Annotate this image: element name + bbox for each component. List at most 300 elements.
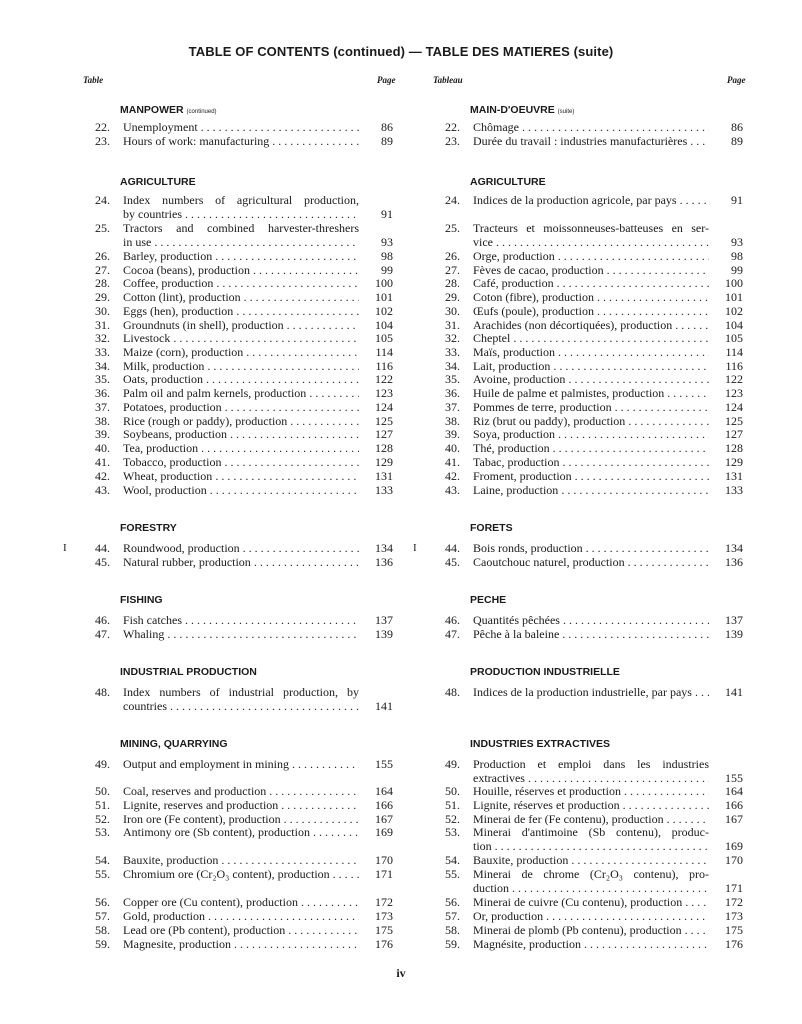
entry-title — [473, 799, 709, 813]
entry-title-line: Durée du travail : industries manufacturières . . . — [473, 135, 709, 149]
left-toc-entry-28[interactable] — [83, 277, 393, 291]
left-toc-entry-38[interactable] — [83, 415, 393, 429]
left-toc-entry-54[interactable] — [83, 854, 393, 868]
entry-number-text: 22. — [445, 120, 460, 134]
left-section-heading-mining-quarrying — [120, 738, 228, 750]
left-toc-entry-55[interactable] — [83, 868, 393, 882]
right-toc-entry-49[interactable] — [433, 758, 743, 786]
entry-number — [433, 799, 460, 813]
left-toc-entry-53[interactable] — [83, 826, 393, 840]
entry-number-text: 28. — [445, 276, 460, 290]
entry-title — [123, 121, 359, 135]
entry-page-number: 133 — [375, 483, 393, 497]
entry-page-number: 89 — [731, 134, 743, 148]
right-page-column-header: Page — [727, 75, 746, 85]
right-toc-entry-32[interactable] — [433, 332, 743, 346]
entry-page-number: 122 — [375, 372, 393, 386]
entry-title — [123, 264, 359, 278]
left-toc-entry-50[interactable] — [83, 785, 393, 799]
entry-page-number: 137 — [375, 613, 393, 627]
left-toc-entry-45[interactable] — [83, 556, 393, 570]
entry-page-number: 127 — [725, 427, 743, 441]
entry-number-text: 25. — [95, 221, 110, 235]
entry-page-number: 100 — [375, 276, 393, 290]
entry-number-text: 22. — [95, 120, 110, 134]
entry-title-line: Huile de palme et palmistes, production . . . — [473, 387, 709, 401]
entry-number-text: 26. — [95, 249, 110, 263]
right-toc-entry-42[interactable] — [433, 470, 743, 484]
entry-number-text: 58. — [95, 923, 110, 937]
entry-number-text: 57. — [445, 909, 460, 923]
entry-title — [123, 614, 359, 628]
entry-number — [83, 686, 110, 700]
entry-number — [83, 428, 110, 442]
entry-page-number: 173 — [725, 909, 743, 923]
entry-number — [433, 854, 460, 868]
right-toc-entry-57[interactable] — [433, 910, 743, 924]
entry-number — [433, 332, 460, 346]
left-toc-entry-40[interactable] — [83, 442, 393, 456]
entry-number-text: 35. — [95, 372, 110, 386]
entry-number — [433, 291, 460, 305]
entry-title-line: Groundnuts (in shell), production . . . — [123, 319, 359, 333]
entry-number — [433, 484, 460, 498]
right-toc-entry-56[interactable] — [433, 896, 743, 910]
right-toc-entry-34[interactable] — [433, 360, 743, 374]
right-toc-entry-59[interactable] — [433, 938, 743, 952]
entry-page-number: 134 — [375, 541, 393, 555]
entry-title-line: Tea, production . . . — [123, 442, 359, 456]
entry-number-text: 29. — [95, 290, 110, 304]
entry-title-line: Avoine, production . . . — [473, 373, 709, 387]
entry-page-number: 100 — [725, 276, 743, 290]
entry-number-text: 39. — [445, 427, 460, 441]
entry-number-text: 55. — [445, 867, 460, 881]
entry-number — [83, 470, 110, 484]
left-toc-entry-49[interactable] — [83, 758, 393, 772]
entry-number — [433, 614, 460, 628]
right-toc-entry-36[interactable] — [433, 387, 743, 401]
entry-number-text: 40. — [445, 441, 460, 455]
entry-page-number: 91 — [731, 193, 743, 207]
entry-title — [123, 373, 359, 387]
entry-title-line: Maize (corn), production . . . — [123, 346, 359, 360]
section-title: FORETS — [470, 522, 513, 534]
entry-number-text: 32. — [445, 331, 460, 345]
entry-page-number: 128 — [725, 441, 743, 455]
left-toc-entry-32[interactable] — [83, 332, 393, 346]
entry-number — [433, 924, 460, 938]
entry-title-line: Quantités pêchées . . . — [473, 614, 709, 628]
entry-title-line: Lignite, reserves and production . . . — [123, 799, 359, 813]
entry-page-number: 105 — [375, 331, 393, 345]
entry-page-number: 131 — [725, 469, 743, 483]
entry-page-number: 116 — [725, 359, 743, 373]
entry-title — [123, 910, 359, 924]
entry-title-line: Magnésite, production . . . — [473, 938, 709, 952]
entry-title — [473, 938, 709, 952]
entry-page-number: 86 — [731, 120, 743, 134]
entry-number-text: 56. — [445, 895, 460, 909]
right-table-column-header: Tableau — [433, 75, 463, 85]
entry-number-text: 43. — [95, 483, 110, 497]
entry-title — [123, 542, 359, 556]
entry-title-line: Eggs (hen), production . . . — [123, 305, 359, 319]
right-toc-entry-52[interactable] — [433, 813, 743, 827]
entry-title — [123, 938, 359, 952]
entry-page-number: 137 — [725, 613, 743, 627]
left-toc-entry-46[interactable] — [83, 614, 393, 628]
entry-page-number: 123 — [375, 386, 393, 400]
entry-title — [473, 896, 709, 910]
entry-title — [123, 135, 359, 149]
left-toc-entry-31[interactable] — [83, 319, 393, 333]
entry-page-number: 136 — [375, 555, 393, 569]
entry-number — [433, 387, 460, 401]
entry-number-text: 51. — [445, 798, 460, 812]
entry-number — [83, 135, 110, 149]
entry-title — [473, 387, 709, 401]
right-toc-entry-50[interactable] — [433, 785, 743, 799]
left-toc-entry-34[interactable] — [83, 360, 393, 374]
entry-title — [123, 250, 359, 264]
entry-title-line: Maïs, production . . . — [473, 346, 709, 360]
right-toc-entry-37[interactable] — [433, 401, 743, 415]
right-toc-entry-24[interactable] — [433, 194, 743, 208]
entry-number-text: 37. — [95, 400, 110, 414]
right-toc-entry-46[interactable] — [433, 614, 743, 628]
entry-page-number: 170 — [375, 853, 393, 867]
right-toc-entry-45[interactable] — [433, 556, 743, 570]
left-toc-entry-43[interactable] — [83, 484, 393, 498]
entry-title — [123, 360, 359, 374]
entry-number-text: 50. — [95, 784, 110, 798]
entry-title-line: Café, production . . . — [473, 277, 709, 291]
entry-number — [83, 222, 110, 236]
entry-number — [433, 556, 460, 570]
entry-number — [63, 541, 110, 556]
entry-title — [123, 305, 359, 319]
entry-title-line: tion . . . — [473, 840, 709, 854]
entry-title-line: Natural rubber, production . . . — [123, 556, 359, 570]
entry-title-line: Chômage . . . — [473, 121, 709, 135]
entry-title — [473, 542, 709, 556]
left-toc-entry-44[interactable] — [63, 541, 393, 556]
right-toc-entry-30[interactable] — [433, 305, 743, 319]
left-toc-entry-36[interactable] — [83, 387, 393, 401]
entry-title-line: Roundwood, production . . . — [123, 542, 359, 556]
entry-number-text: 27. — [95, 263, 110, 277]
section-title: PRODUCTION INDUSTRIELLE — [470, 666, 620, 678]
right-toc-entry-54[interactable] — [433, 854, 743, 868]
entry-number — [433, 346, 460, 360]
left-toc-entry-37[interactable] — [83, 401, 393, 415]
left-toc-entry-59[interactable] — [83, 938, 393, 952]
entry-title — [123, 428, 359, 442]
entry-page-number: 86 — [381, 120, 393, 134]
entry-number-text: 27. — [445, 263, 460, 277]
entry-title — [473, 121, 709, 135]
entry-title — [123, 442, 359, 456]
left-section-heading-manpower — [120, 104, 217, 116]
right-toc-entry-29[interactable] — [433, 291, 743, 305]
entry-page-number: 141 — [725, 685, 743, 699]
entry-number-text: 32. — [95, 331, 110, 345]
right-toc-entry-51[interactable] — [433, 799, 743, 813]
entry-title-line: Coal, reserves and production . . . — [123, 785, 359, 799]
entry-page-number: 141 — [375, 698, 393, 713]
entry-page-number: 101 — [725, 290, 743, 304]
left-toc-entry-30[interactable] — [83, 305, 393, 319]
entry-number — [83, 938, 110, 952]
section-title: FORESTRY — [120, 522, 177, 534]
entry-page-number: 175 — [725, 923, 743, 937]
section-title: MAIN-D'OEUVRE — [470, 104, 555, 116]
entry-number-text: 34. — [445, 359, 460, 373]
entry-title-line: Wool, production . . . — [123, 484, 359, 498]
margin-mark: I — [413, 542, 417, 554]
entry-title-line: Laine, production . . . — [473, 484, 709, 498]
entry-title-line: Milk, production . . . — [123, 360, 359, 374]
left-toc-entry-29[interactable] — [83, 291, 393, 305]
right-toc-entry-22[interactable] — [433, 121, 743, 135]
left-toc-entry-52[interactable] — [83, 813, 393, 827]
right-toc-entry-39[interactable] — [433, 428, 743, 442]
entry-number-text: 31. — [95, 318, 110, 332]
left-toc-entry-48[interactable] — [83, 686, 393, 714]
entry-title — [473, 854, 709, 868]
entry-title-line: countries . . . — [123, 700, 359, 714]
left-toc-entry-33[interactable] — [83, 346, 393, 360]
entry-number — [83, 910, 110, 924]
entry-number — [83, 868, 110, 882]
left-toc-entry-39[interactable] — [83, 428, 393, 442]
entry-title-line: Tracteurs et moissonneuses-batteuses en ser- — [473, 222, 709, 235]
entry-title — [473, 360, 709, 374]
entry-number-text: 30. — [95, 304, 110, 318]
entry-number-text: 25. — [445, 221, 460, 235]
right-toc-entry-53[interactable] — [433, 826, 743, 854]
left-toc-entry-58[interactable] — [83, 924, 393, 938]
entry-number — [433, 277, 460, 291]
entry-title — [473, 250, 709, 264]
entry-page-number: 123 — [725, 386, 743, 400]
entry-title-line: Whaling . . . — [123, 628, 359, 642]
entry-page-number: 164 — [725, 784, 743, 798]
entry-title — [473, 868, 709, 896]
page-number: iv — [396, 966, 406, 980]
entry-title-line: Cheptel . . . — [473, 332, 709, 346]
entry-number-text: 41. — [445, 455, 460, 469]
entry-title — [473, 277, 709, 291]
entry-page-number: 131 — [375, 469, 393, 483]
right-toc-entry-38[interactable] — [433, 415, 743, 429]
entry-number — [83, 614, 110, 628]
entry-title-line: Wheat, production . . . — [123, 470, 359, 484]
entry-number-text: 44. — [95, 541, 110, 555]
entry-number-text: 53. — [445, 825, 460, 839]
entry-page-number: 93 — [731, 234, 743, 249]
left-table-column-header: Table — [83, 75, 104, 85]
entry-number-text: 42. — [95, 469, 110, 483]
entry-title — [473, 758, 709, 786]
entry-number-text: 38. — [95, 414, 110, 428]
right-toc-entry-31[interactable] — [433, 319, 743, 333]
entry-number-text: 49. — [95, 757, 110, 771]
left-toc-entry-41[interactable] — [83, 456, 393, 470]
entry-number — [83, 305, 110, 319]
right-toc-entry-43[interactable] — [433, 484, 743, 498]
entry-title — [123, 387, 359, 401]
entry-title-line: extractives . . . — [473, 772, 709, 786]
entry-number-text: 35. — [445, 372, 460, 386]
left-section-heading-forestry — [120, 522, 177, 534]
entry-number-text: 28. — [95, 276, 110, 290]
entry-page-number: 164 — [375, 784, 393, 798]
entry-title-line: Minerai de fer (Fe contenu), production . . . — [473, 813, 709, 827]
entry-title — [473, 910, 709, 924]
entry-number — [83, 373, 110, 387]
entry-number-text: 52. — [95, 812, 110, 826]
left-toc-entry-24[interactable] — [83, 194, 393, 222]
entry-number — [433, 442, 460, 456]
entry-page-number: 166 — [375, 798, 393, 812]
entry-title-line: Arachides (non décortiquées), production . . . — [473, 319, 709, 333]
entry-number — [83, 291, 110, 305]
entry-title-line: by countries . . . — [123, 208, 359, 222]
entry-title-line: Lignite, réserves et production . . . — [473, 799, 709, 813]
right-toc-entry-40[interactable] — [433, 442, 743, 456]
right-toc-entry-23[interactable] — [433, 135, 743, 149]
right-section-heading-main-d-oeuvre — [470, 104, 574, 116]
entry-page-number: 104 — [725, 318, 743, 332]
entry-number-text: 48. — [95, 685, 110, 699]
entry-page-number: 99 — [381, 263, 393, 277]
entry-number — [433, 194, 460, 208]
right-toc-entry-33[interactable] — [433, 346, 743, 360]
left-toc-entry-23[interactable] — [83, 135, 393, 149]
section-title: MANPOWER — [120, 104, 184, 116]
entry-page-number: 136 — [725, 555, 743, 569]
entry-title — [123, 291, 359, 305]
entry-title — [123, 896, 359, 910]
entry-title — [473, 470, 709, 484]
entry-title — [123, 868, 359, 882]
left-toc-entry-26[interactable] — [83, 250, 393, 264]
entry-number-text: 31. — [445, 318, 460, 332]
entry-page-number: 105 — [725, 331, 743, 345]
left-toc-entry-57[interactable] — [83, 910, 393, 924]
entry-page-number: 171 — [375, 867, 393, 881]
entry-number-text: 42. — [445, 469, 460, 483]
entry-title-line: Gold, production . . . — [123, 910, 359, 924]
entry-title — [473, 291, 709, 305]
left-toc-entry-27[interactable] — [83, 264, 393, 278]
entry-number-text: 45. — [445, 555, 460, 569]
right-toc-entry-44[interactable] — [413, 541, 743, 556]
right-toc-entry-41[interactable] — [433, 456, 743, 470]
right-toc-entry-26[interactable] — [433, 250, 743, 264]
left-section-heading-industrial-production — [120, 666, 257, 678]
entry-number-text: 40. — [95, 441, 110, 455]
entry-number-text: 53. — [95, 825, 110, 839]
entry-title — [473, 826, 709, 854]
right-toc-entry-28[interactable] — [433, 277, 743, 291]
entry-title — [123, 346, 359, 360]
entry-number — [83, 250, 110, 264]
entry-title-line: Chromium ore (Cr₂O₃ content), production . . . — [123, 868, 359, 882]
left-toc-entry-42[interactable] — [83, 470, 393, 484]
right-toc-entry-27[interactable] — [433, 264, 743, 278]
entry-title-line: Oats, production . . . — [123, 373, 359, 387]
entry-title — [123, 332, 359, 346]
entry-title — [473, 428, 709, 442]
entry-page-number: 169 — [375, 825, 393, 839]
entry-number-text: 52. — [445, 812, 460, 826]
entry-title-line: Antimony ore (Sb content), production . . . — [123, 826, 359, 840]
entry-number — [83, 484, 110, 498]
entry-number-text: 47. — [95, 627, 110, 641]
entry-number — [83, 826, 110, 840]
entry-title — [123, 785, 359, 799]
entry-number — [433, 121, 460, 135]
entry-page-number: 134 — [725, 541, 743, 555]
entry-title — [123, 470, 359, 484]
entry-number-text: 30. — [445, 304, 460, 318]
right-toc-entry-47[interactable] — [433, 628, 743, 642]
right-toc-entry-55[interactable] — [433, 868, 743, 896]
left-toc-entry-56[interactable] — [83, 896, 393, 910]
entry-number — [83, 442, 110, 456]
right-toc-entry-25[interactable] — [433, 222, 743, 250]
entry-title-line: Fèves de cacao, production . . . — [473, 264, 709, 278]
entry-title-line: Unemployment . . . — [123, 121, 359, 135]
entry-number — [83, 799, 110, 813]
entry-title — [123, 277, 359, 291]
entry-title-line: Œufs (poule), production . . . — [473, 305, 709, 319]
page-title: TABLE OF CONTENTS (continued) — TABLE DES MATIERES (suite) — [188, 44, 614, 59]
entry-title — [123, 194, 359, 222]
entry-number-text: 33. — [445, 345, 460, 359]
entry-number-text: 36. — [95, 386, 110, 400]
left-toc-entry-35[interactable] — [83, 373, 393, 387]
entry-title — [473, 614, 709, 628]
entry-page-number: 171 — [725, 880, 743, 895]
section-title: AGRICULTURE — [470, 176, 546, 188]
left-toc-entry-51[interactable] — [83, 799, 393, 813]
left-toc-entry-47[interactable] — [83, 628, 393, 642]
entry-number — [83, 628, 110, 642]
entry-number-text: 41. — [95, 455, 110, 469]
entry-title-line: Minerai d'antimoine (Sb contenu), produc- — [473, 826, 709, 839]
entry-number-text: 45. — [95, 555, 110, 569]
left-toc-entry-25[interactable] — [83, 222, 393, 250]
entry-title — [473, 264, 709, 278]
right-toc-entry-35[interactable] — [433, 373, 743, 387]
entry-page-number: 166 — [725, 798, 743, 812]
right-toc-entry-48[interactable] — [433, 686, 743, 700]
entry-title-line: Tabac, production . . . — [473, 456, 709, 470]
entry-number — [83, 854, 110, 868]
entry-number — [83, 121, 110, 135]
entry-title-line: Tobacco, production . . . — [123, 456, 359, 470]
entry-number — [433, 470, 460, 484]
entry-title — [123, 401, 359, 415]
left-toc-entry-22[interactable] — [83, 121, 393, 135]
entry-title-line: Copper ore (Cu content), production . . . — [123, 896, 359, 910]
right-toc-entry-58[interactable] — [433, 924, 743, 938]
entry-title-line: Lait, production . . . — [473, 360, 709, 374]
